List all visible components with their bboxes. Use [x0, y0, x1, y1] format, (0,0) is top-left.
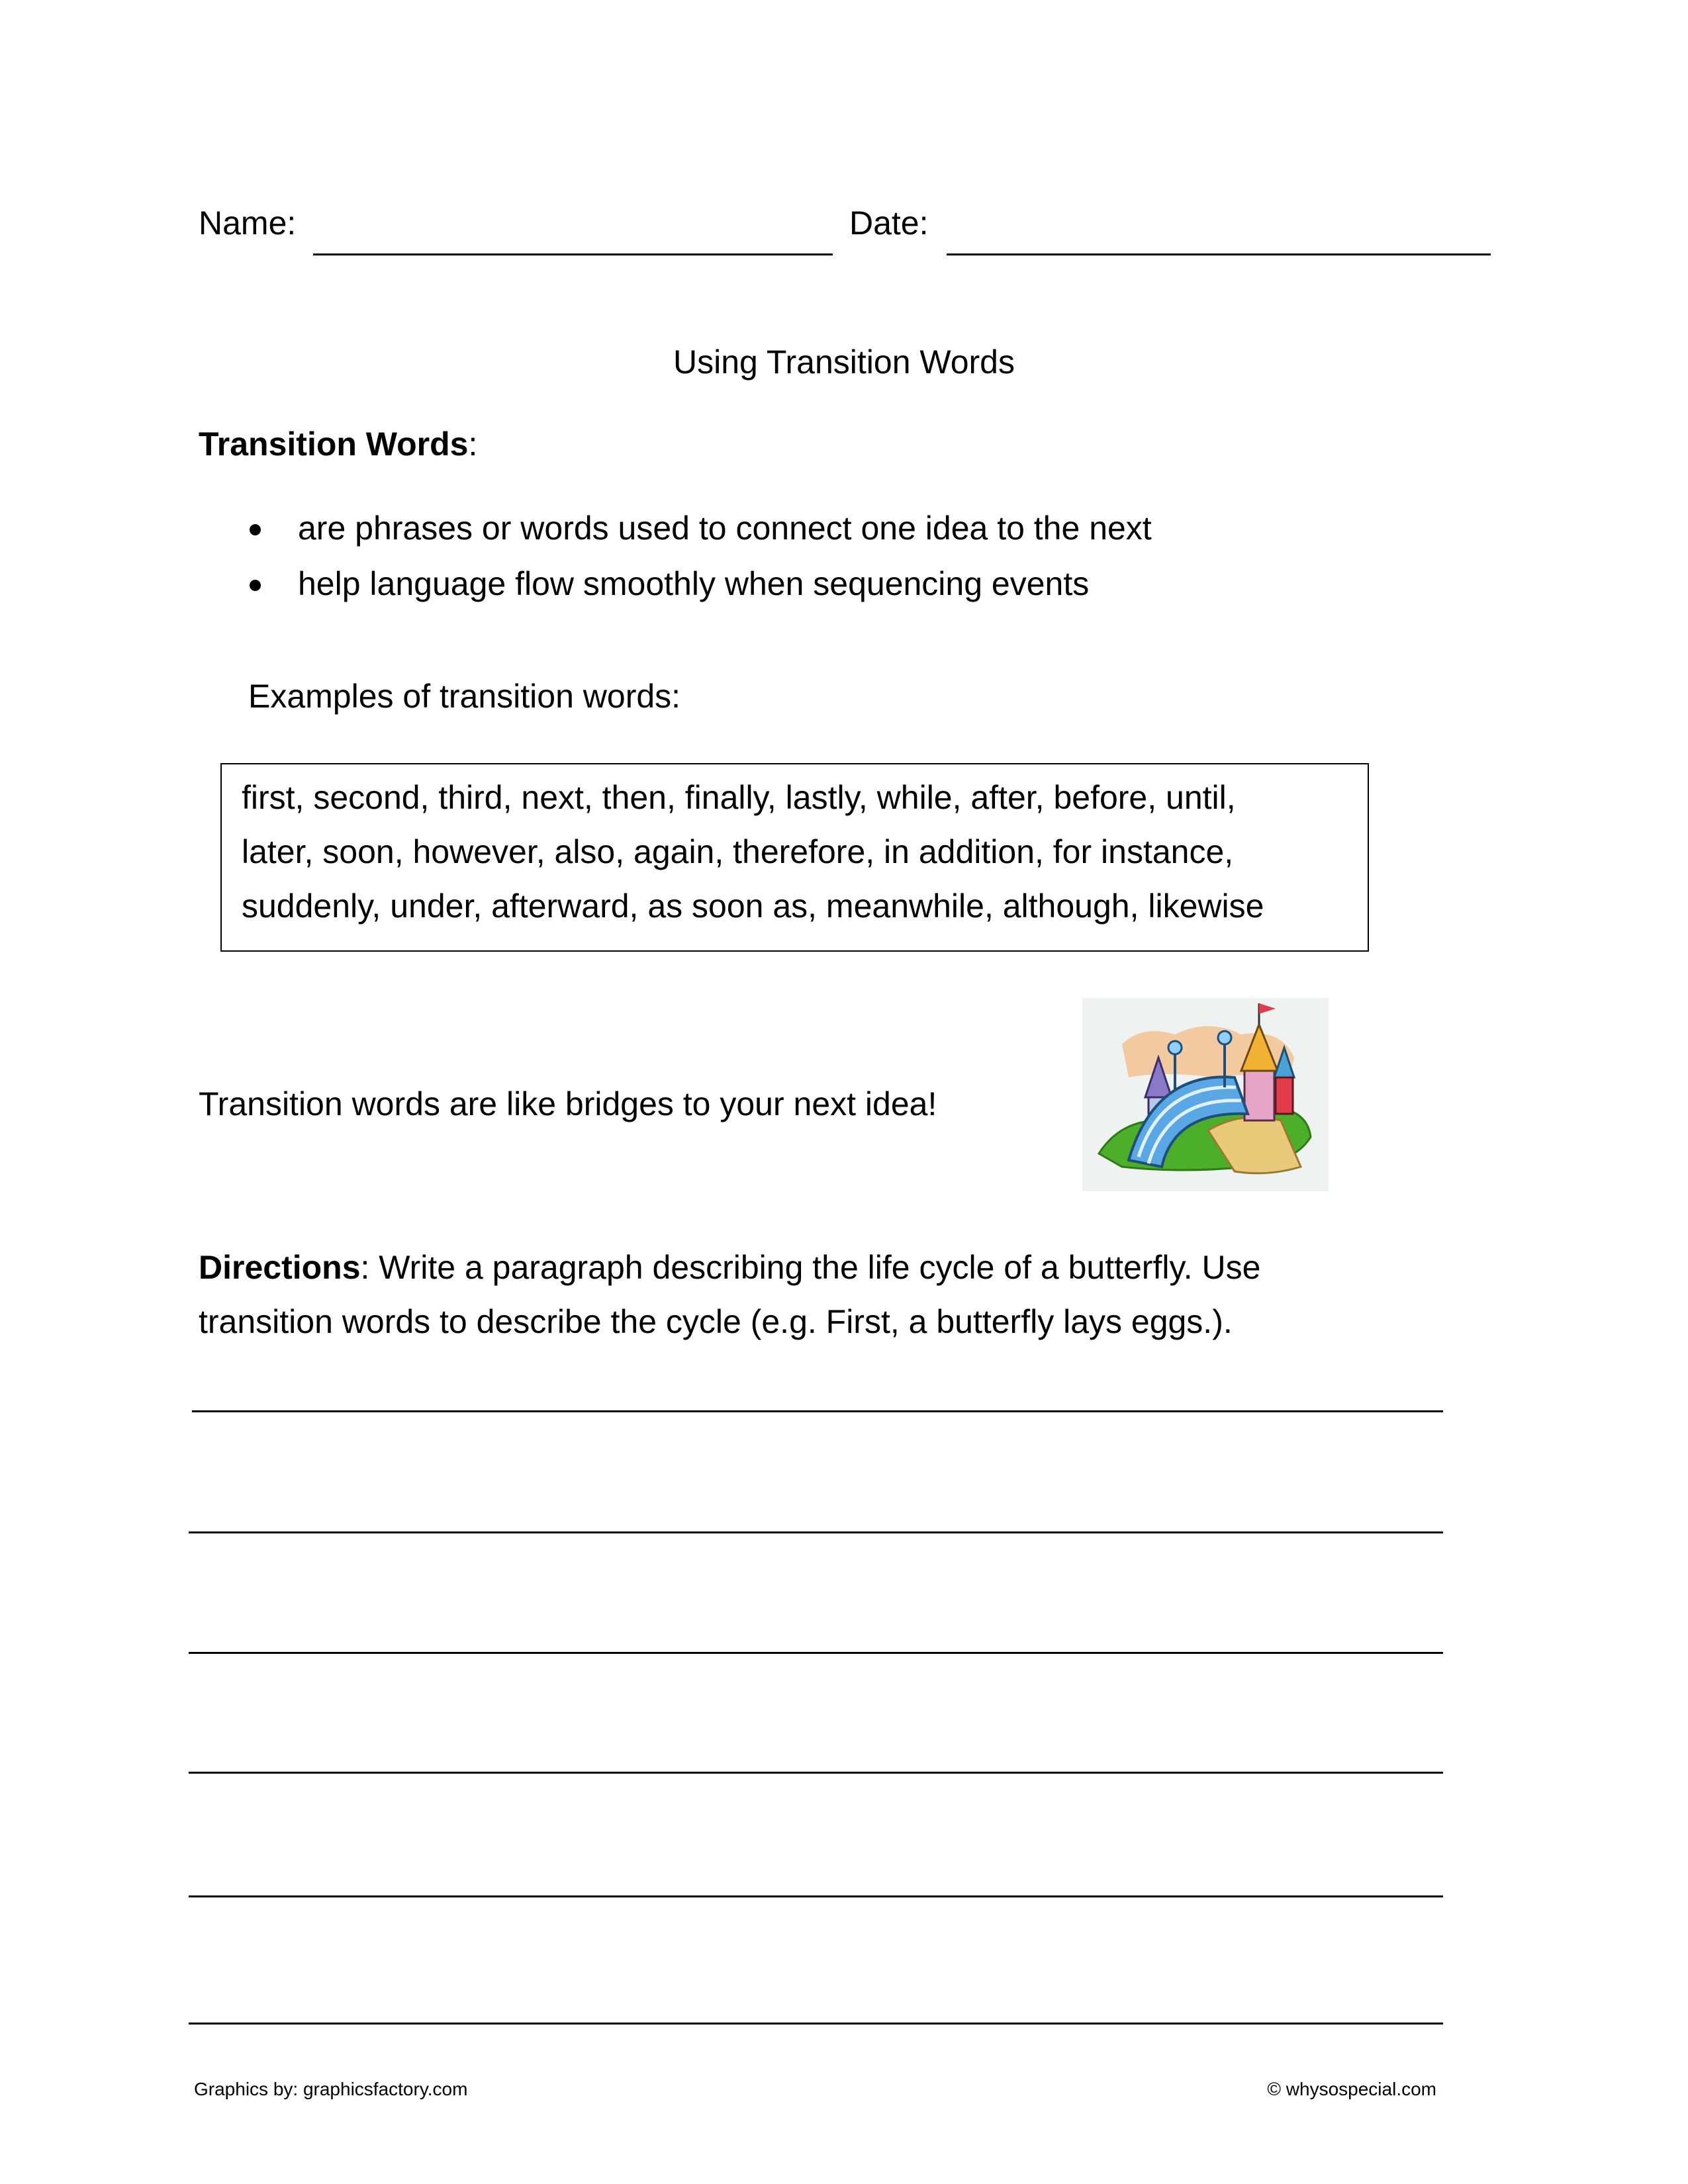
date-label: Date: — [849, 205, 929, 242]
examples-intro: Examples of transition words: — [248, 678, 681, 715]
footer-copyright: © whysospecial.com — [1267, 2079, 1436, 2099]
bullet-dot — [250, 524, 261, 535]
castle-bridge-illustration — [1082, 998, 1329, 1191]
footer-credit: Graphics by: graphicsfactory.com — [194, 2079, 468, 2099]
examples-line: suddenly, under, afterward, as soon as, meanwhile, although, likewise — [242, 887, 1264, 925]
examples-line: first, second, third, next, then, finally, lastly, while, after, before, until, — [242, 779, 1236, 816]
directions-line-2: transition words to describe the cycle (e.g. First, a butterfly lays eggs.). — [199, 1303, 1233, 1340]
writing-line[interactable] — [189, 1772, 1443, 1774]
castle-bridge-icon — [1082, 998, 1329, 1191]
page-title: Using Transition Words — [673, 343, 1015, 381]
definition-colon: : — [468, 426, 478, 463]
examples-box — [220, 763, 1369, 952]
writing-line[interactable] — [189, 1652, 1443, 1654]
directions-label: Directions — [199, 1249, 361, 1286]
examples-line: later, soon, however, also, again, therefore, in addition, for instance, — [242, 833, 1234, 870]
definition-heading — [199, 428, 477, 461]
writing-line[interactable] — [189, 1531, 1443, 1533]
writing-line[interactable] — [189, 1895, 1443, 1897]
bridge-statement: Transition words are like bridges to your next idea! — [199, 1085, 937, 1122]
writing-line[interactable] — [189, 2023, 1443, 2025]
name-label: Name: — [199, 205, 297, 242]
directions-text: : Write a paragraph describing the life cycle of a butterfly. Use — [360, 1249, 1261, 1286]
date-input-line[interactable] — [947, 253, 1491, 255]
bullet-dot — [250, 580, 261, 591]
definition-term: Transition Words — [199, 426, 469, 463]
writing-line[interactable] — [192, 1410, 1443, 1412]
directions-line-1 — [199, 1251, 1260, 1284]
name-input-line[interactable] — [313, 253, 833, 255]
bullet-item: help language flow smoothly when sequencing events — [298, 565, 1090, 602]
bullet-item: are phrases or words used to connect one idea to the next — [298, 510, 1152, 547]
